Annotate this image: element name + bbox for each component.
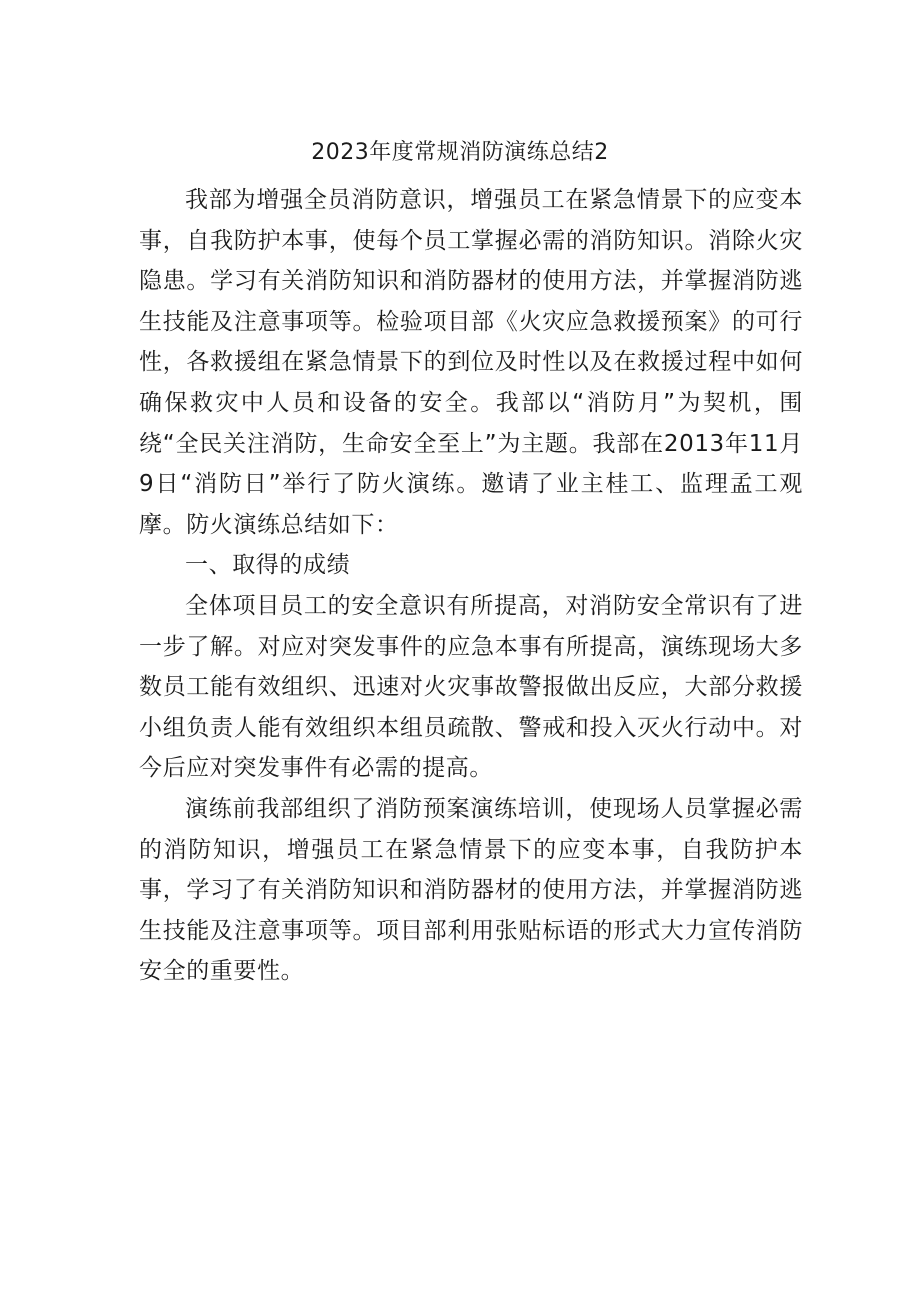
paragraph-intro: 我部为增强全员消防意识，增强员工在紧急情景下的应变本事，自我防护本事，使每个员工掌握必需的消防知识。消除火灾隐患。学习有关消防知识和消防器材的使用方法，并掌握消防逃生技能及注意事项等。检验项目部《火灾应急救援预案》的可行性，各救援组在紧急情景下的到位及时性以及在救援过程中如何确保救灾中人员和设备的安全。我部以“消防月”为契机，围绕“全民关注消防，生命安全至上”为主题。我部在2013年11月9日“消防日”举行了防火演练。邀请了业主桂工、监理孟工观摩。防火演练总结如下： [139, 187, 803, 538]
document-body [139, 180, 803, 992]
paragraph-achievements: 全体项目员工的安全意识有所提高，对消防安全常识有了进一步了解。对应对突发事件的应急本事有所提高，演练现场大多数员工能有效组织、迅速对火灾事故警报做出反应，大部分救援小组负责人能有效组织本组员疏散、警戒和投入灭火行动中。对今后应对突发事件有必需的提高。 [139, 592, 803, 782]
paragraph-training: 演练前我部组织了消防预案演练培训，使现场人员掌握必需的消防知识，增强员工在紧急情景下的应变本事，自我防护本事，学习了有关消防知识和消防器材的使用方法，并掌握消防逃生技能及注意事项等。项目部利用张贴标语的形式大力宣传消防安全的重要性。 [139, 795, 803, 985]
section-heading-achievements: 一、取得的成绩 [185, 552, 351, 579]
document-title: 2023年度常规消防演练总结2 [311, 140, 609, 165]
